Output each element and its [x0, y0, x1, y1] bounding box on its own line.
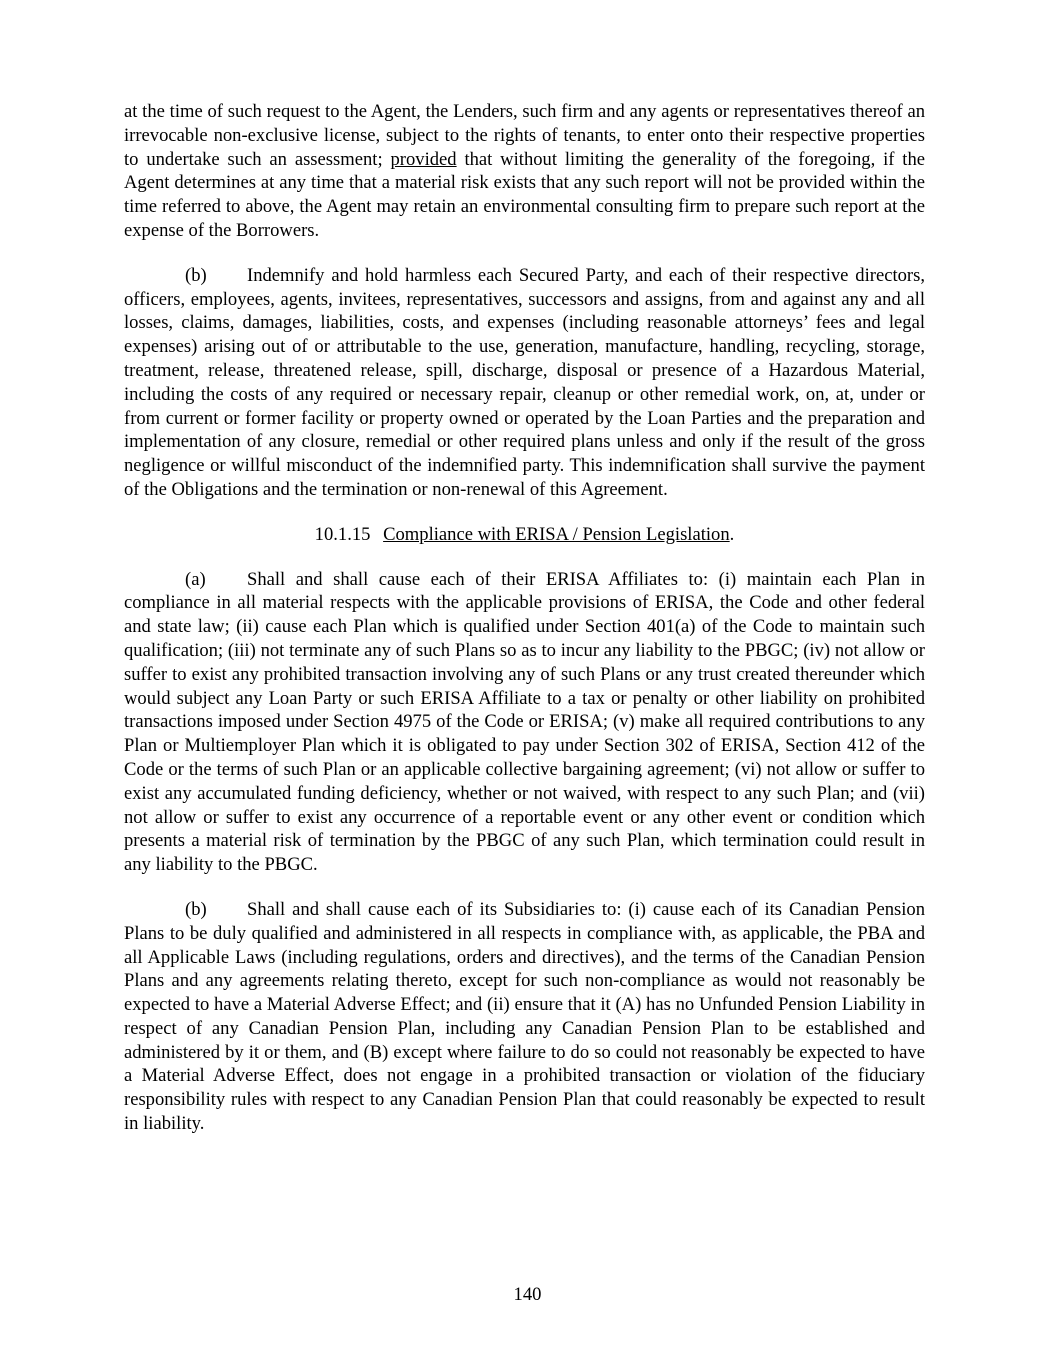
paragraph-text: at the time of such request to the Agent, the Lenders, such firm and any agents or representatives thereof an irrevocable non-exclusive license, subject to the rights of tenants, to enter onto their respective properties to undertake such an assessment;	[124, 101, 925, 170]
provided-term: provided	[390, 148, 457, 170]
clause-label-b: (b)	[185, 264, 207, 286]
clause-label-a: (a)	[185, 568, 206, 590]
section-title: Compliance with ERISA / Pension Legislation	[383, 523, 730, 545]
paragraph-environmental-assessment	[124, 100, 925, 243]
paragraph-indemnify	[124, 264, 925, 502]
paragraph-text: Shall and shall cause each of their ERISA Affiliates to: (i) maintain each Plan in compliance in all material respects with the applicable provisions of ERISA, the Code and other federal and state law; (ii) cause each Plan which is qualified under Section 401(a) of the Code to maintain such qualification; (iii) not terminate any of such Plans so as to incur any liability to the PBGC; (iv) not allow or suffer to exist any prohibited transaction involving any of such Plans or any trust created thereunder which would subject any Loan Party or such ERISA Affiliate to a tax or penalty or other liability on prohibited transactions imposed under Section 4975 of the Code or ERISA; (v) make all required contributions to any Plan or Multiemployer Plan which it is obligated to pay under Section 302 of ERISA, Section 412 of the Code or the terms of such Plan or an applicable collective bargaining agreement; (vi) not allow or suffer to exist any accumulated funding deficiency, whether or not waived, with respect to any such Plan; and (vii) not allow or suffer to exist any occurrence of a reportable event or any other event or condition which presents a material risk of termination by the PBGC of any such Plan, which termination could result in any liability to the PBGC.	[124, 568, 925, 876]
paragraph-erisa	[124, 568, 925, 877]
document-page	[124, 100, 925, 1157]
section-title-period: .	[729, 523, 735, 545]
section-heading	[124, 523, 925, 547]
paragraph-text: Indemnify and hold harmless each Secured Party, and each of their respective directors, officers, employees, agents, invitees, representatives, successors and assigns, from and against any and all losses, claims, damages, liabilities, costs, and expenses (including reasonable attorneys’ fees and legal expenses) arising out of or attributable to the use, generation, manufacture, handling, recycling, storage, treatment, release, threatened release, spill, discharge, disposal or presence of a Hazardous Material, including the costs of any required or necessary repair, cleanup or other remedial work, on, at, under or from current or former facility or property owned or operated by the Loan Parties and the preparation and implementation of any closure, remedial or other required plans unless and only if the result of the gross negligence or willful misconduct of the indemnified party. This indemnification shall survive the payment of the Obligations and the termination or non-renewal of this Agreement.	[124, 264, 925, 500]
section-number: 10.1.15	[314, 523, 371, 545]
paragraph-text: Shall and shall cause each of its Subsidiaries to: (i) cause each of its Canadian Pension Plans to be duly qualified and administered in all respects in compliance with, as applicable, the PBA and all Applicable Laws (including regulations, orders and directives), and the terms of the Canadian Pension Plans and any agreements relating thereto, except for such non-compliance as would not reasonably be expected to have a Material Adverse Effect; and (ii) ensure that it (A) has no Unfunded Pension Liability in respect of any Canadian Pension Plan, including any Canadian Pension Plan to be established and administered by it or them, and (B) except where failure to do so could not reasonably be expected to have a Material Adverse Effect, does not engage in a prohibited transaction or violation of the fiduciary responsibility rules with respect to any Canadian Pension Plan that could reasonably be expected to result in liability.	[124, 898, 925, 1135]
clause-label-b: (b)	[185, 898, 207, 920]
paragraph-canadian-pension	[124, 898, 925, 1136]
page-number: 140	[513, 1284, 542, 1305]
paragraph-text-continued: that without limiting the generality of the foregoing, if the Agent determines at any time that a material risk exists that any such report will not be provided within the time referred to above, the Agent may retain an environmental consulting firm to prepare such report at the expense of the Borrowers.	[124, 148, 926, 241]
